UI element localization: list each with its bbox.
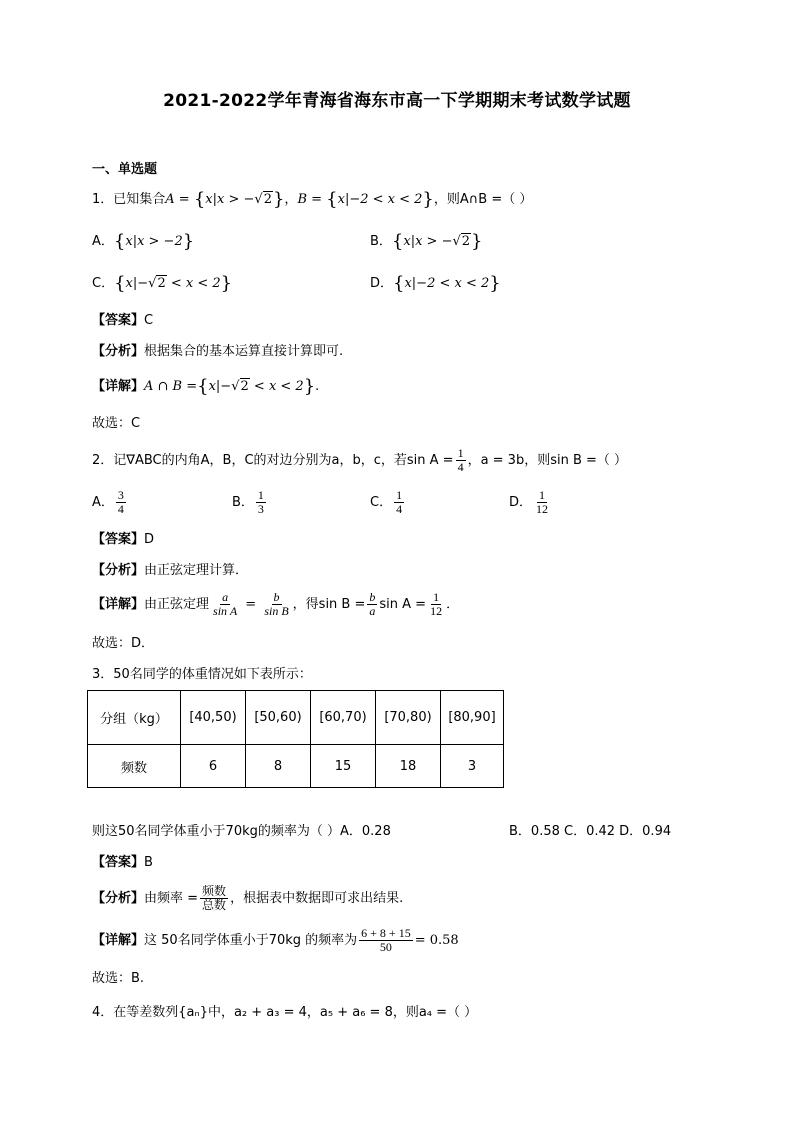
q3-answer-tag: 【答案】 [92,855,145,870]
table-row [88,745,504,788]
q2-analysis-text: 由正弦定理计算． [144,563,249,578]
q3-detail-post: = 0.58 [414,933,459,948]
q1-choice: 故选：C [92,416,141,431]
q2-stem [92,447,627,475]
section-heading: 一、单选题 [92,162,158,177]
q2-f3-den: a [369,604,376,618]
q2-option-d-label: D． [509,495,533,510]
q1-option-c-pre: x|− [125,276,149,291]
q2-detail-tag: 【详解】 [92,597,145,612]
q3-question: 则这50名同学体重小于70kg的频率为（ ）A．0.28 [92,824,391,839]
q3-analysis-num: 频数 [202,884,227,898]
q1-analysis-tag: 【分析】 [92,344,145,359]
q3-analysis-post: ，根据表中数据即可求出结果. [230,891,404,906]
table-header-cell: [80,90] [441,691,504,745]
q1-detail-tag: 【详解】 [92,379,145,394]
q1-detail-set-post: < x < 2 [249,379,304,394]
q3-choice: 故选：B. [92,971,145,986]
q2-detail: 【详解】由正弦定理 $\frac{a}{\text{sin A}}$ = $\frac{b}{\text{sin B}}$ ，得sin B = $\frac{b}{a}$ sin A = $\frac{1}{12}$ ． [92,590,460,618]
q2-f2-den: sin B [264,604,289,618]
q1-option-c-label: C． [92,276,115,291]
q1-detail-rad: 2 [240,379,249,394]
q2-answer-tag: 【答案】 [92,532,145,547]
q2-option-b [232,488,268,518]
q2-answer [92,530,154,550]
q1-answer-tag: 【答案】 [92,313,145,328]
q1-analysis-text: 根据集合的基本运算直接计算即可. [144,344,344,359]
q1-b-label: B [297,192,307,207]
q2-option-d-num: 1 [539,488,546,502]
q2-stem-prefix: 2．记∇ABC的内角A，B，C的对边分别为a，b，c，若sin A = [92,453,454,468]
q2-f3-num: b [369,590,376,604]
q1-a-label: A [165,192,175,207]
q3-options-rest: B．0.58 C．0.42 D．0.94 [509,824,672,839]
q2-option-c [370,488,406,518]
q1-stem: 1．已知集合A = {x|x > −√2}，B = {x|−2 < x < 2}，则A∩B =（ ） [92,189,533,210]
q1-detail-pre: A ∩ B = [144,379,198,394]
q3-detail-den: 50 [379,940,392,954]
table-header-cell: [70,80) [376,691,441,745]
q1-analysis [92,342,343,362]
q2-analysis [92,561,248,581]
q4-stem: 4．在等差数列{aₙ}中，a₂ + a₃ = 4，a₅ + a₆ = 8，则a₄ =（ ） [92,1005,478,1020]
q3-detail-num: 6 + 8 + 15 [361,926,411,940]
q1-option-c-rad: 2 [157,276,166,291]
q2-f1-den: sin A [213,604,238,618]
q2-option-b-label: B． [232,495,254,510]
q1-option-c-post: < x < 2 [166,276,221,291]
q1-stem-suffix: ，则A∩B =（ ） [433,192,533,207]
q2-option-a-num: 3 [117,488,124,502]
table-cell: 6 [181,745,246,788]
q1-option-d-text: x|−2 < x < 2 [404,276,490,291]
q1-option-b-rad: 2 [461,234,471,249]
q1-detail-set-pre: x|− [208,379,232,394]
q2-f2-num: b [273,590,280,604]
q1-option-d-label: D． [370,276,394,291]
q2-f4-den: 12 [430,604,443,618]
q1-detail: 【详解】A ∩ B ={x|−√2 < x < 2}. [92,376,320,397]
q1-answer-value: C [144,313,154,328]
q2-option-c-label: C． [370,495,393,510]
q1-b-set: x|−2 < x < 2 [337,192,423,207]
q1-a-set: x|x > − [205,192,255,207]
table-header-cell: 分组（kg） [88,691,181,745]
q1-option-d: D．{x|−2 < x < 2} [370,273,501,294]
weight-frequency-table [87,690,504,788]
q3-stem: 3．50名同学的体重情况如下表所示： [92,667,312,682]
table-header-row [88,691,504,745]
table-cell: 频数 [88,745,181,788]
q2-detail-end: ． [446,597,460,612]
q1-option-b: B．{x|x > −√2} [370,231,483,252]
q1-option-c: C．{x|−√2 < x < 2} [92,273,233,294]
q2-option-c-num: 1 [396,488,403,502]
q2-option-a-den: 4 [117,502,124,516]
q1-option-a-text: x|x > −2 [125,234,183,249]
q1-a-rad: 2 [263,192,272,207]
q2-option-c-den: 4 [396,502,403,516]
table-header-cell: [40,50) [181,691,246,745]
q2-option-b-den: 3 [257,502,264,516]
q1-answer [92,311,153,331]
q3-detail [92,926,459,956]
q2-stem-mid: ，a = 3b，则sin B =（ ） [467,453,628,468]
q2-sina-den: 4 [457,460,464,474]
table-cell: 3 [441,745,504,788]
table-cell: 18 [376,745,441,788]
q1-option-a-label: A． [92,234,114,249]
q2-option-a-label: A． [92,495,114,510]
q3-detail-tag: 【详解】 [92,933,145,948]
q2-option-d-den: 12 [536,502,549,516]
q3-detail-pre: 这 50名同学体重小于70kg 的频率为 [144,933,358,948]
q2-detail-pre: 由正弦定理 [144,597,210,612]
q2-option-a [92,488,128,518]
q2-sina-num: 1 [457,446,464,460]
q2-choice: 故选：D． [92,636,155,651]
table-cell: 15 [311,745,376,788]
q1-option-a: A．{x|x > −2} [92,231,195,252]
table-header-cell: [60,70) [311,691,376,745]
q2-answer-value: D [144,532,155,547]
q3-analysis-tag: 【分析】 [92,891,145,906]
page-title: 2021-2022学年青海省海东市高一下学期期末考试数学试题 [163,91,631,111]
q2-sina-fraction [456,447,466,474]
q1-stem-prefix: 1．已知集合 [92,192,166,207]
table-header-cell: [50,60) [246,691,311,745]
q2-option-b-num: 1 [257,488,264,502]
table-cell: 8 [246,745,311,788]
q3-analysis [92,884,403,914]
q3-analysis-pre: 由频率 = [144,891,199,906]
q2-analysis-tag: 【分析】 [92,563,145,578]
q1-option-b-label: B． [370,234,392,249]
q2-f1-num: a [222,590,229,604]
q3-analysis-den: 总数 [202,898,227,912]
q2-detail-mid: ，得sin B = [292,597,366,612]
q2-detail-mid2: sin A = [379,597,427,612]
q2-option-d [509,488,552,518]
q3-answer [92,853,153,873]
q1-option-b-text: x|x > − [403,234,453,249]
q3-answer-value: B [144,855,153,870]
q2-f4-num: 1 [433,590,440,604]
